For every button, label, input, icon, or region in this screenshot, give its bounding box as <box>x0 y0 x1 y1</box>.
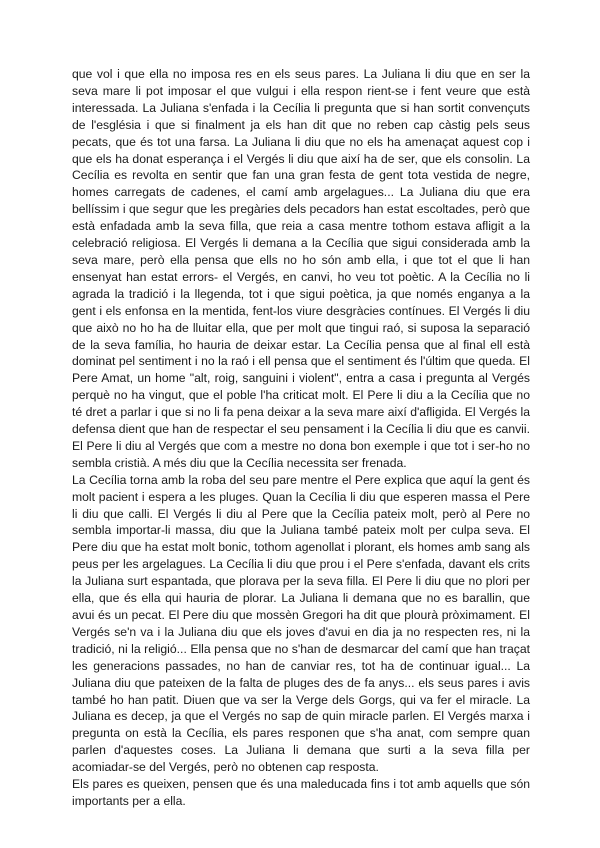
document-body <box>72 66 530 810</box>
paragraph-2: La Cecília torna amb la roba del seu pare mentre el Pere explica que aquí la gent és molt pacient i espera a les pluges. Quan la Cecília li diu que esperen massa el Pere li diu que calli. El Vergés li diu al Pere que la Cecília pateix molt, però al Pere no sembla importar-li massa, diu que la Juliana també pateix molt per culpa seva. El Pere diu que ha estat molt bonic, tothom agenollat i plorant, els homes amb sang als peus per les argelagues. La Cecília li diu que prou i el Pere s'enfada, davant els crits la Juliana surt espantada, que plorava per la seva filla. El Pere li diu que no plori per ella, que és ella qui hauria de plorar. La Juliana li demana que no es barallin, que avui és un pecat. El Pere diu que mossèn Gregori ha dit que plourà pròximament. El Vergés se'n va i la Juliana diu que els joves d'avui en dia ja no respecten res, ni la tradició, ni la religió... Ella pensa que no s'han de desmarcar del camí que han traçat les generacions passades, no han de canviar res, tot ha de continuar igual... La Juliana diu que pateixen de la falta de pluges des de fa anys... els seus pares i avis també ho han patit. Diuen que va ser la Verge dels Gorgs, qui va fer el miracle. La Juliana es decep, ja que el Vergés no sap de quin miracle parlen. El Vergés marxa i pregunta on està la Cecília, els pares responen que s'ha anat, com sempre quan parlen d'aquestes coses. La Juliana li demana que surti a la seva filla per acomiadar-se del Vergés, però no obtenen cap resposta. <box>72 472 530 775</box>
paragraph-3: Els pares es queixen, pensen que és una maleducada fins i tot amb aquells que són importants per a ella. <box>72 777 530 808</box>
paragraph-1: que vol i que ella no imposa res en els seus pares. La Juliana li diu que en ser la seva mare li pot imposar el que vulgui i ella respon rient-se i fent veure que està interessada. La Juliana s'enfada i la Cecília li pregunta que si han sortit convençuts de l'església i que si finalment ja els han dit que no reben cap càstig pels seus pecats, que és tot una farsa. La Juliana li diu que no els ha amenaçat aquest cop i que els ha donat esperança i el Vergés li diu que així ha de ser, que els consolin. La Cecília es revolta en sentir que fan una gran festa de gent tota vestida de negre, homes carregats de cadenes, el camí amb argelagues... La Juliana diu que era bellíssim i que segur que les pregàries dels pecadors han estat escoltades, però que està enfadada amb la seva filla, que reia a casa mentre tothom estava afligit a la celebració religiosa. El Vergés li demana a la Cecília que sigui considerada amb la seva mare, però ella pensa que ells no ho són amb ella, i que tot el que li han ensenyat han estat errors- el Vergés, en canvi, ho veu tot poètic. A la Cecília no li agrada la tradició i la llegenda, tot i que sigui poètica, ja que només enganya a la gent i els enfonsa en la mentida, fent-los viure desgràcies contínues. El Vergés li diu que això no ho ha de lluitar ella, que per molt que tingui raó, si suposa la separació de la seva família, ho hauria de deixar estar. La Cecília pensa que al final ell està dominat pel sentiment i no la raó i ell pensa que el sentiment és l'últim que queda. El Pere Amat, un home "alt, roig, sanguini i violent", entra a casa i pregunta al Vergés perquè no ha vingut, que el poble l'ha criticat molt. El Pere li diu a la Cecília que no té dret a parlar i que si no li fa pena deixar a la seva mare així d'afligida. El Vergés la defensa dient que han de respectar el seu pensament i la Cecília li diu que es canvii. El Pere li diu al Vergés que com a mestre no dona bon exemple i que tot i ser-ho no sembla cristià. A més diu que la Cecília necessita ser frenada. <box>72 67 530 470</box>
